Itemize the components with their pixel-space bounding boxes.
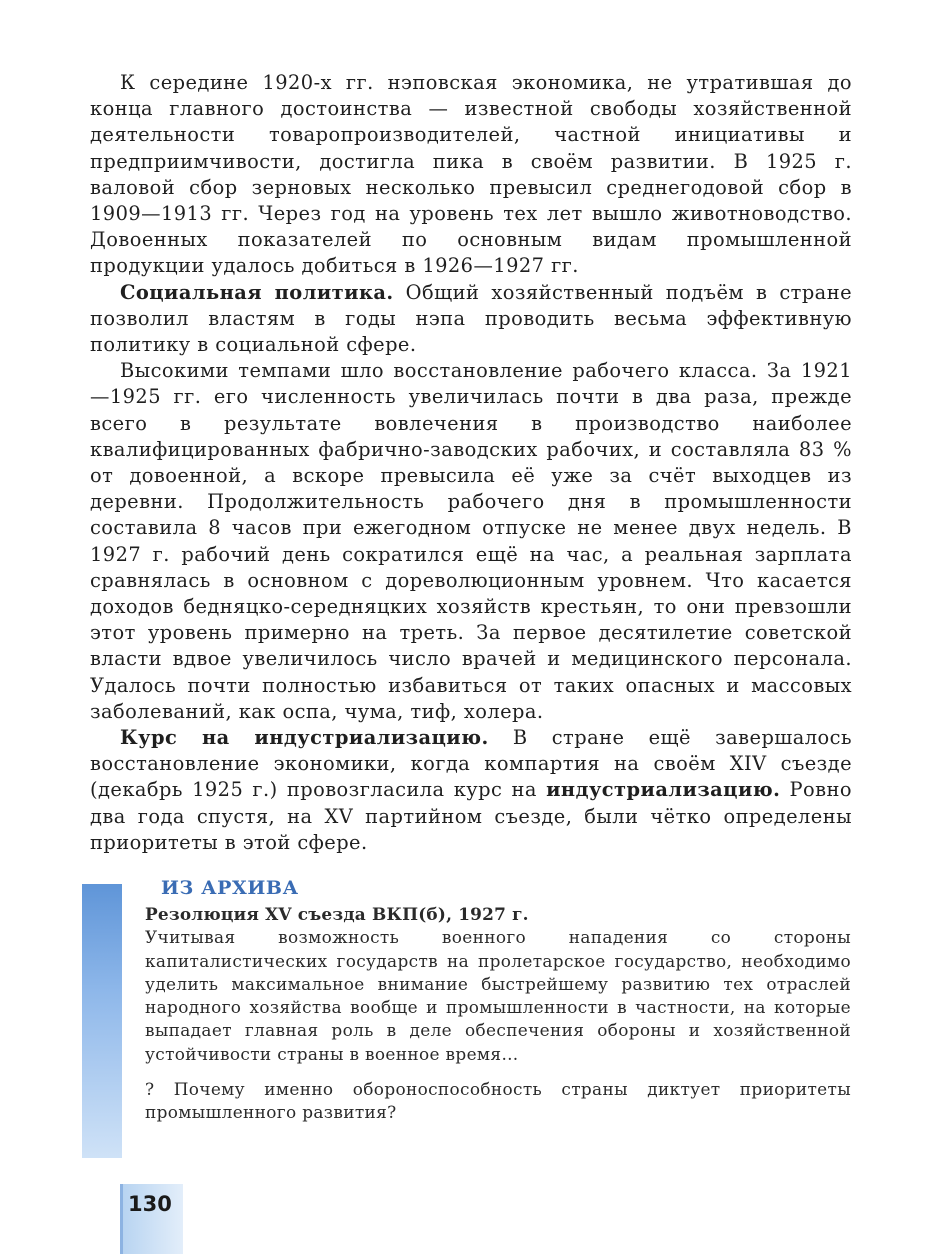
paragraph-industrialization: [90, 725, 852, 856]
archive-heading: ИЗ АРХИВА: [161, 877, 299, 899]
page-number: 130: [128, 1192, 172, 1216]
archive-box: [145, 876, 851, 1125]
social-policy-heading: Социальная политика.: [120, 280, 394, 304]
paragraph-working-class: Высокими темпами шло восстановление рабочего класса. За 1921—1925 гг. его численность увеличилась почти в два раза, прежде всего в результате вовлечения в производство наиболее квалифицированных фабрично-заводских рабочих, и составляла 83 % от довоенной, а вскоре превысила её уже за счёт выходцев из деревни. Продолжительность рабочего дня в промышленности составила 8 часов при ежегодном отпуске не менее двух недель. В 1927 г. рабочий день сократился ещё на час, а реальная зарплата сравнялась в основном с дореволюционным уровнем. Что касается доходов бедняцко-середняцких хозяйств крестьян, то они превзошли этот уровень примерно на треть. За первое десятилетие советской власти вдвое увеличилось число врачей и медицинского персонала. Удалось почти полностью избавиться от таких опасных и массовых заболеваний, как оспа, чума, тиф, холера.: [90, 359, 852, 723]
industrialization-heading: Курс на индустриализацию.: [120, 726, 489, 750]
paragraph-economy: К середине 1920-х гг. нэповская экономика, не утратившая до конца главного достоинства — известной свободы хозяйственной деятельности товаропроизводителей, частной инициативы и предприимчивости, достигла пика в своём развитии. В 1925 г. валовой сбор зерновых несколько превысил среднегодовой сбор в 1909—1913 гг. Через год на уровень тех лет вышло животноводство. Довоенных показателей по основным видам промышленной продукции удалось добиться в 1926—1927 гг.: [90, 71, 852, 278]
archive-question: ? Почему именно обороноспособность страны диктует приоритеты промышленного развития?: [145, 1079, 851, 1123]
paragraph-social-policy: [90, 280, 852, 359]
archive-side-bar: [82, 884, 122, 1158]
industrialization-term: индустриализацию.: [546, 778, 781, 802]
main-text: [90, 70, 852, 856]
industrialization-text-2: Ровно два года спустя, на XV партийном съезде, были чётко определены приоритеты в этой сфере.: [90, 778, 852, 854]
social-policy-text: Общий хозяйственный подъём в стране позволил властям в годы нэпа проводить весьма эффективную политику в социальной сфере.: [90, 280, 852, 357]
archive-document-title: Резолюция XV съезда ВКП(б), 1927 г.: [145, 904, 529, 924]
archive-quote: Учитывая возможность военного нападения со стороны капиталистических государств на пролетарское государство, необходимо уделить максимальное внимание быстрейшему развитию тех отраслей народного хозяйства вообще и промышленности в частности, на которые выпадает главная роль в деле обеспечения обороны и хозяйственной устойчивости страны в военное время…: [145, 927, 851, 1064]
industrialization-text-1: В стране ещё завершалось восстановление экономики, когда компартия на своём XIV съезде (декабрь 1925 г.) провозгласила курс на: [90, 726, 852, 802]
